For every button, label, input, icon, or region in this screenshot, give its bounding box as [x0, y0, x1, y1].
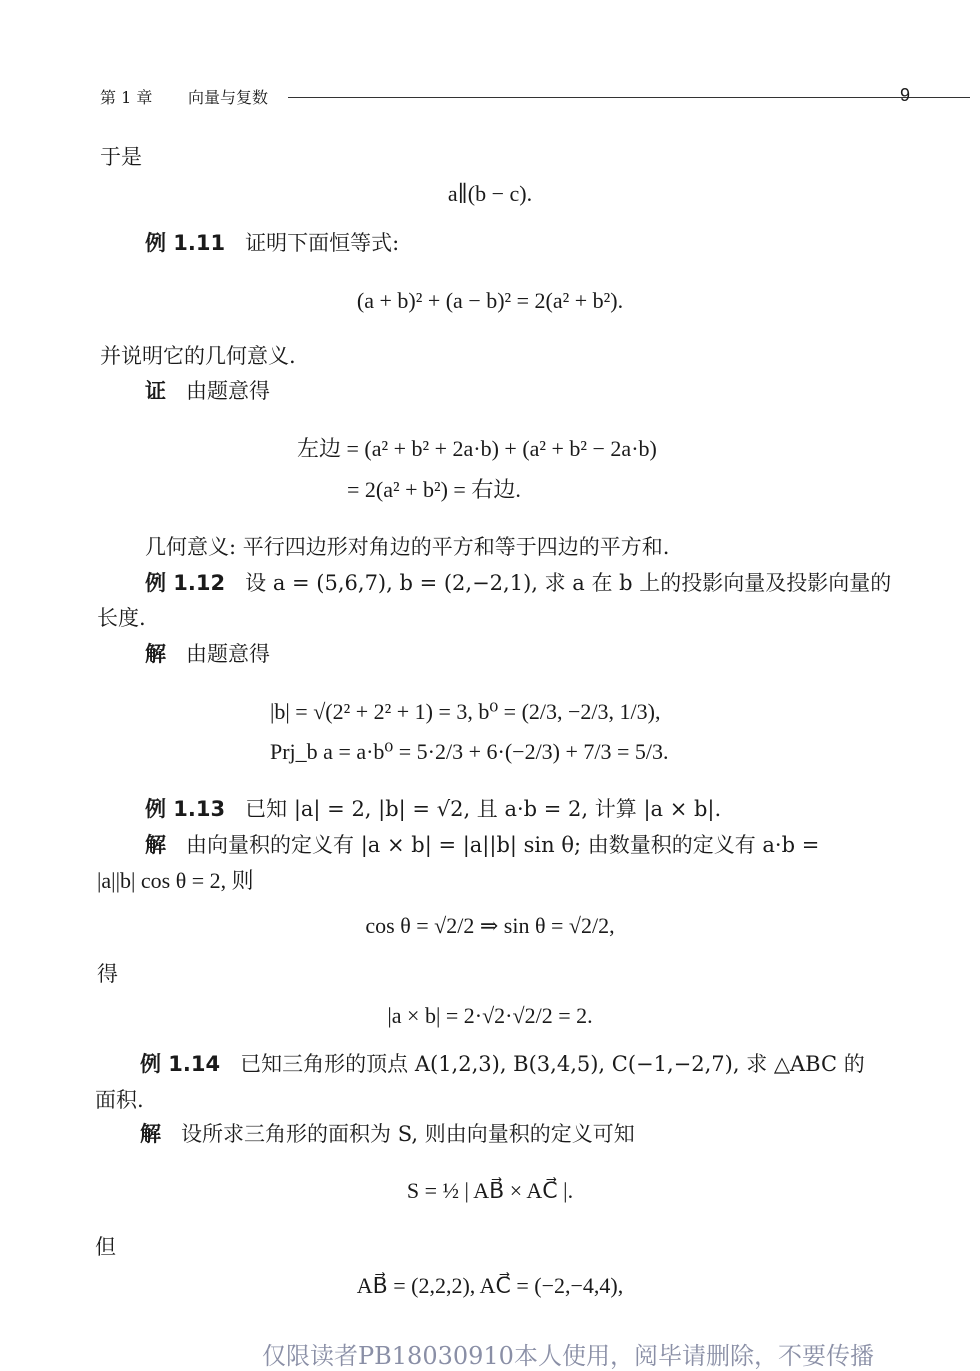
- proof-text: 由题意得: [186, 379, 271, 403]
- page-number: 9: [899, 85, 910, 105]
- equation: |b| = √(2² + 2² + 1) = 3, b⁰ = (2/3, −2/3, 1/3),: [270, 699, 661, 724]
- example-heading: [145, 229, 399, 257]
- solution-heading: [145, 831, 819, 859]
- equation: S = ½ | AB⃗ × AC⃗ |.: [406, 1178, 574, 1203]
- running-header: [100, 85, 910, 113]
- equation: a∥(b − c).: [447, 181, 533, 206]
- text-line: 于是: [100, 145, 142, 169]
- text-line: 但: [95, 1235, 116, 1259]
- equation: |a × b| = 2·√2·√2/2 = 2.: [387, 1003, 593, 1028]
- solution-heading: [140, 1120, 635, 1148]
- example-text: 证明下面恒等式:: [245, 231, 400, 255]
- solution-text: 设所求三角形的面积为 S, 则由向量积的定义可知: [181, 1122, 635, 1146]
- chapter-title: 向量与复数: [188, 88, 269, 107]
- equation: 左边 = (a² + b² + 2a·b) + (a² + b² − 2a·b): [297, 436, 657, 461]
- text-line: |a||b| cos θ = 2, 则: [97, 868, 254, 893]
- proof-heading: [145, 377, 270, 405]
- text-line: 并说明它的几何意义.: [100, 344, 296, 368]
- example-label: 例 1.12: [145, 571, 226, 595]
- equation: Prj_b a = a·b⁰ = 5·2/3 + 6·(−2/3) + 7/3 = 5/3.: [270, 739, 669, 764]
- solution-text: 由向量积的定义有 |a × b| = |a||b| sin θ; 由数量积的定义有 a·b =: [186, 833, 820, 857]
- equation: (a + b)² + (a − b)² = 2(a² + b²).: [356, 288, 624, 313]
- solution-label: 解: [140, 1122, 161, 1146]
- example-text: 设 a = (5,6,7), b = (2,−2,1), 求 a 在 b 上的投影向量及投影向量的: [245, 571, 892, 595]
- text-line: 几何意义: 平行四边形对角边的平方和等于四边的平方和.: [145, 535, 670, 559]
- chapter-number: 第 1 章: [100, 88, 153, 107]
- example-label: 例 1.11: [145, 231, 226, 255]
- text-line: 得: [97, 962, 118, 986]
- example-heading: [140, 1050, 865, 1078]
- header-rule: [288, 97, 970, 98]
- solution-label: 解: [145, 642, 166, 666]
- equation: = 2(a² + b²) = 右边.: [347, 477, 521, 502]
- text-line: 长度.: [97, 606, 146, 630]
- solution-heading: [145, 640, 270, 668]
- text-line: 面积.: [95, 1088, 144, 1112]
- watermark: 仅限读者PB18030910本人使用，阅毕请删除，不要传播: [262, 1342, 874, 1370]
- solution-text: 由题意得: [186, 642, 271, 666]
- equation: cos θ = √2/2 ⇒ sin θ = √2/2,: [365, 913, 615, 938]
- proof-label: 证: [145, 379, 166, 403]
- example-label: 例 1.13: [145, 797, 226, 821]
- example-label: 例 1.14: [140, 1052, 221, 1076]
- example-text: 已知 |a| = 2, |b| = √2, 且 a·b = 2, 计算 |a × b|.: [245, 797, 722, 821]
- example-heading: [145, 795, 721, 823]
- solution-label: 解: [145, 833, 166, 857]
- equation: AB⃗ = (2,2,2), AC⃗ = (−2,−4,4),: [356, 1273, 624, 1298]
- example-text: 已知三角形的顶点 A(1,2,3), B(3,4,5), C(−1,−2,7), 求 △ABC 的: [240, 1052, 865, 1076]
- example-heading: [145, 569, 891, 597]
